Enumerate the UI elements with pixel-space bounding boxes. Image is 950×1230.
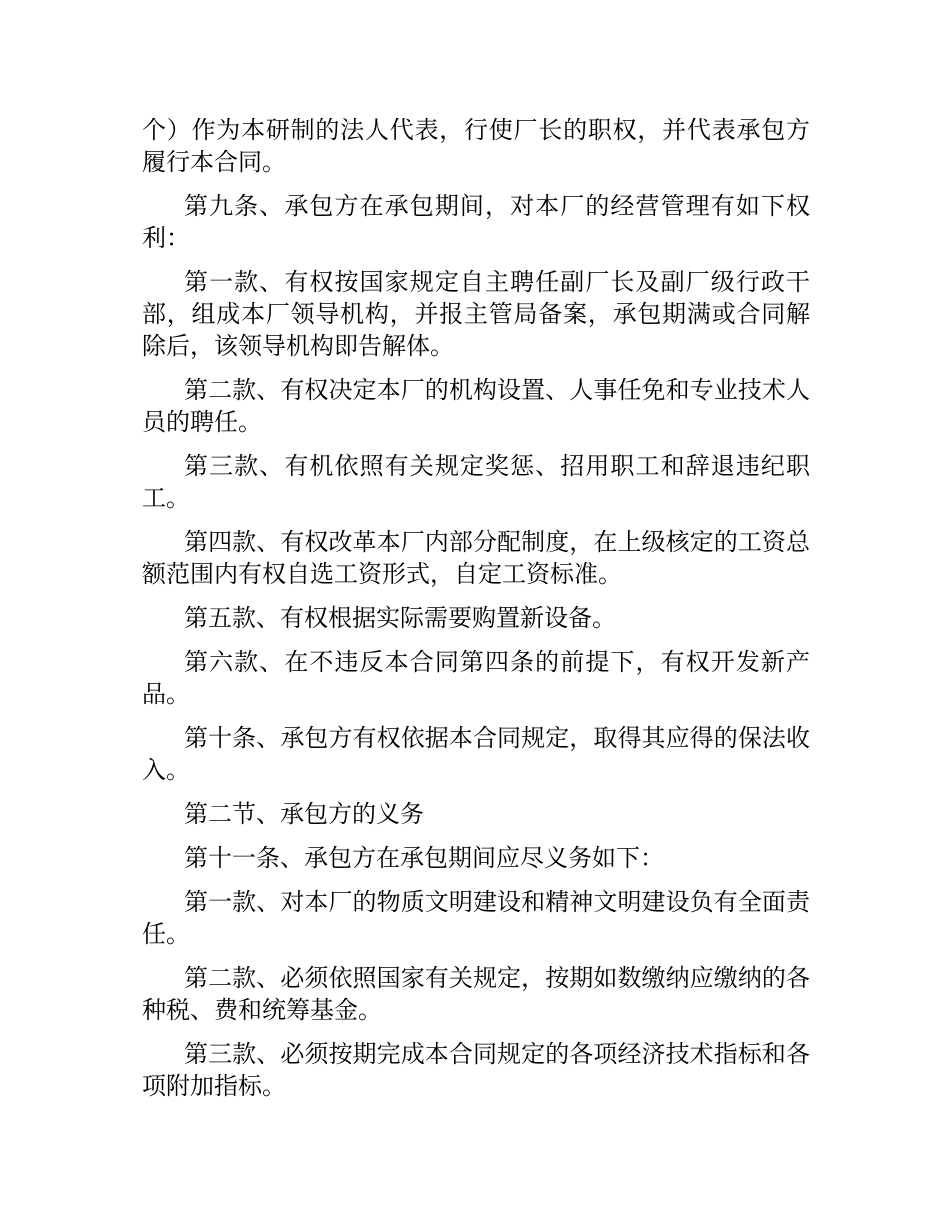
paragraph-obligation-clause-2: 第二款、必须依照国家有关规定，按期如数缴纳应缴纳的各种税、费和统筹基金。 <box>142 964 810 1024</box>
paragraph-clause-4: 第四款、有权改革本厂内部分配制度，在上级核定的工资总额范围内有权自选工资形式，自定工资标准。 <box>142 528 810 588</box>
paragraph-article-10: 第十条、承包方有权依据本合同规定，取得其应得的保法收入。 <box>142 724 810 784</box>
paragraph-clause-3: 第三款、有机依照有关规定奖惩、招用职工和辞退违纪职工。 <box>142 452 810 512</box>
paragraph-obligation-clause-1: 第一款、对本厂的物质文明建设和精神文明建设负有全面责任。 <box>142 888 810 948</box>
paragraph-article-9: 第九条、承包方在承包期间，对本厂的经营管理有如下权利： <box>142 192 810 252</box>
paragraph-obligation-clause-3: 第三款、必须按期完成本合同规定的各项经济技术指标和各项附加指标。 <box>142 1040 810 1100</box>
section-heading-obligations: 第二节、承包方的义务 <box>184 800 424 828</box>
paragraph-continuation: 个）作为本研制的法人代表，行使厂长的职权，并代表承包方履行本合同。 <box>142 116 810 176</box>
paragraph-clause-6: 第六款、在不违反本合同第四条的前提下，有权开发新产品。 <box>142 648 810 708</box>
paragraph-article-11: 第十一条、承包方在承包期间应尽义务如下： <box>184 844 664 872</box>
document-page <box>142 114 810 1114</box>
paragraph-clause-2: 第二款、有权决定本厂的机构设置、人事任免和专业技术人员的聘任。 <box>142 376 810 436</box>
paragraph-clause-5: 第五款、有权根据实际需要购置新设备。 <box>184 604 616 632</box>
paragraph-clause-1: 第一款、有权按国家规定自主聘任副厂长及副厂级行政干部，组成本厂领导机构，并报主管局备案，承包期满或合同解除后，该领导机构即告解体。 <box>142 268 810 360</box>
